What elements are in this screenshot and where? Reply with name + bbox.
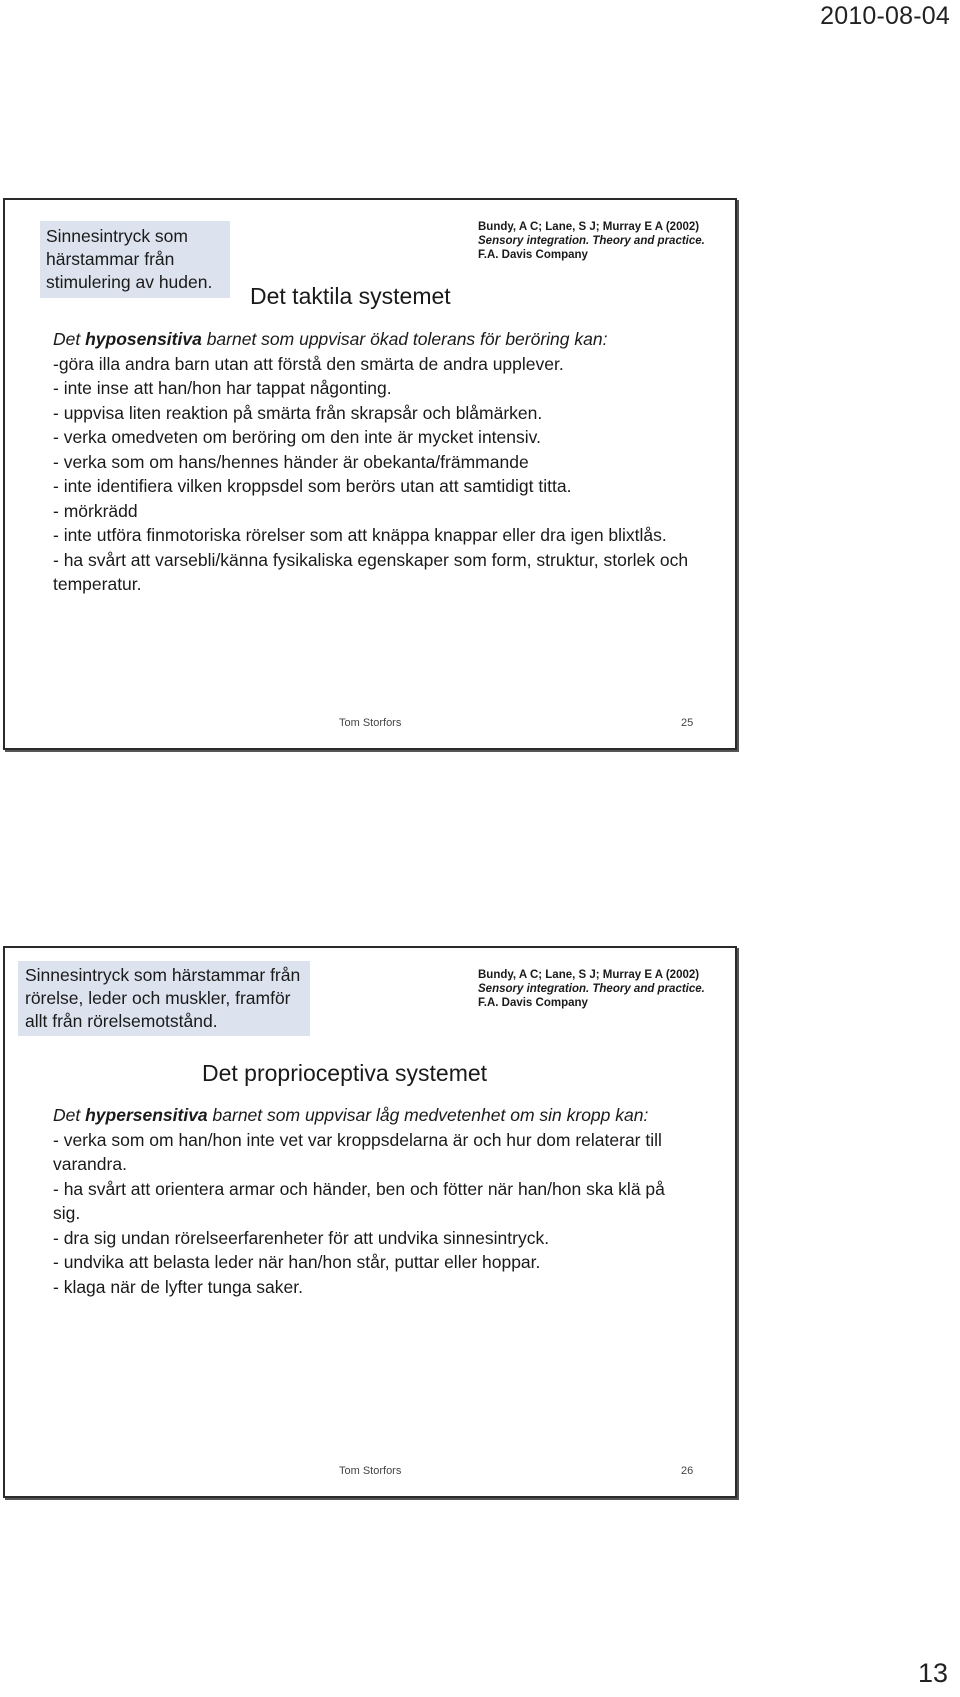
bullet-line: - klaga när de lyfter tunga saker. (53, 1276, 303, 1297)
bullet-line: - inte identifiera vilken kroppsdel som berörs utan att samtidigt titta. (53, 476, 572, 496)
intro-prefix: Det (53, 329, 86, 349)
reference-authors: Bundy, A C; Lane, S J; Murray E A (2002) (478, 221, 700, 233)
page-date: 2010-08-04 (820, 2, 950, 30)
intro-prefix: Det (53, 1105, 86, 1125)
bullet-line: - inte inse att han/hon har tappat någonting. (53, 378, 392, 398)
slide-footer-number: 25 (681, 717, 694, 729)
intro-sentence (53, 327, 693, 352)
bullet-line: - verka omedveten om beröring om den inte är mycket intensiv. (53, 427, 541, 447)
bullet-line: - uppvisa liten reaktion på smärta från skrapsår och blåmärken. (53, 402, 543, 423)
bullet-line: - verka som om han/hon inte vet var kroppsdelarna är och hur dom relaterar till varandra. (53, 1129, 662, 1174)
bullet-line: - ha svårt att orientera armar och händer, ben och fötter när han/hon ska klä på sig. (53, 1178, 665, 1223)
bullet-line: - dra sig undan rörelseerfarenheter för att undvika sinnesintryck. (53, 1227, 550, 1248)
slide-footer-author: Tom Storfors (339, 1465, 402, 1477)
intro-keyword: hypersensitiva (85, 1105, 208, 1125)
slide-26 (3, 946, 737, 1498)
slide-footer-author: Tom Storfors (339, 717, 402, 729)
slide-note-box: Sinnesintryck som härstammar från stimulering av huden. (40, 221, 230, 298)
intro-suffix: barnet som uppvisar ökad tolerans för beröring kan: (201, 329, 608, 349)
slide-body (53, 1103, 693, 1299)
slide-footer-number: 26 (681, 1465, 694, 1477)
intro-sentence (53, 1103, 693, 1128)
page-number: 13 (917, 1658, 948, 1688)
bullet-line: - ha svårt att varsebli/känna fysikaliska egenskaper som form, struktur, storlek och temperatur. (53, 549, 689, 594)
bullet-line: - mörkrädd (53, 500, 138, 521)
reference-citation (478, 968, 718, 1010)
bullet-line: - undvika att belasta leder när han/hon står, puttar eller hoppar. (53, 1252, 541, 1272)
reference-authors: Bundy, A C; Lane, S J; Murray E A (2002) (478, 969, 700, 981)
slide-title: Det taktila systemet (250, 283, 451, 309)
reference-book-title: Sensory integration. Theory and practice. (478, 235, 705, 247)
intro-keyword: hyposensitiva (85, 329, 202, 349)
reference-publisher: F.A. Davis Company (478, 249, 588, 261)
intro-suffix: barnet som uppvisar låg medvetenhet om sin kropp kan: (207, 1105, 649, 1125)
bullet-line: -göra illa andra barn utan att förstå den smärta de andra upplever. (53, 353, 564, 374)
bullet-line: - verka som om hans/hennes händer är obekanta/främmande (53, 451, 529, 472)
slide-note-box: Sinnesintryck som härstammar från rörelse, leder och muskler, framför allt från rörelsemotstånd. (18, 961, 310, 1036)
reference-publisher: F.A. Davis Company (478, 997, 588, 1009)
reference-citation (478, 220, 718, 262)
slide-title: Det proprioceptiva systemet (202, 1060, 488, 1086)
slide-body (53, 327, 693, 597)
bullet-line: - inte utföra finmotoriska rörelser som att knäppa knappar eller dra igen blixtlås. (53, 525, 667, 545)
slide-25 (3, 198, 737, 750)
reference-book-title: Sensory integration. Theory and practice. (478, 983, 705, 995)
